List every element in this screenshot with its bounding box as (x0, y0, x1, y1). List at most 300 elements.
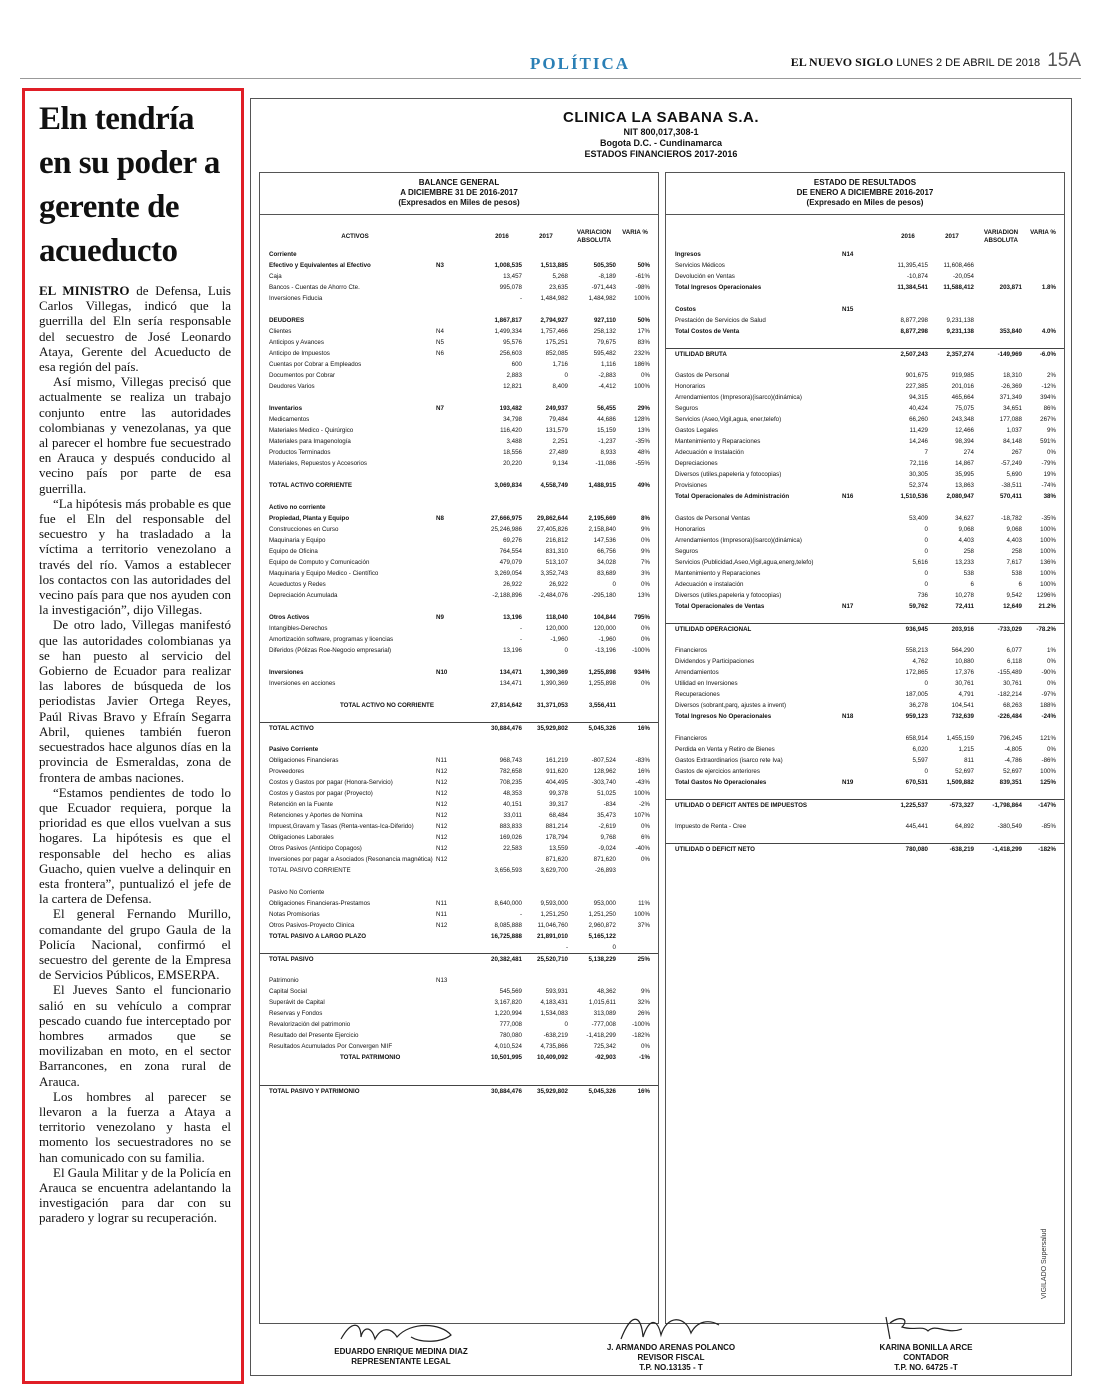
row-value: -1% (638, 1054, 650, 1061)
row-value: 13% (637, 427, 650, 434)
row-value: 48,353 (503, 790, 522, 797)
section-title: POLÍTICA (530, 54, 631, 73)
row-label: Resultados Acumulados Por Convergen NIIF (269, 1043, 393, 1050)
row-value: -2,188,896 (492, 592, 522, 599)
row-value: -61% (635, 273, 650, 280)
row-value: 48% (637, 449, 650, 456)
row-note: N12 (436, 922, 448, 929)
row-value: 0% (1047, 746, 1056, 753)
row-value: -90% (1041, 669, 1056, 676)
row-value: 764,554 (499, 548, 522, 555)
row-value: 2,080,947 (946, 493, 974, 500)
row-label: Inversiones Fiducia (269, 295, 323, 302)
row-value: 52,697 (1003, 768, 1022, 775)
row-value: 0% (641, 1043, 650, 1050)
row-label: Obligaciones Laborales (269, 834, 334, 841)
row-value: 9,593,000 (540, 900, 568, 907)
statement-row (260, 733, 658, 744)
row-label: TOTAL PASIVO (269, 956, 314, 963)
row-value: 959,123 (905, 713, 928, 720)
row-value: 479,079 (499, 559, 522, 566)
statement-row (666, 535, 1064, 546)
statement-row (260, 854, 658, 865)
row-value: 203,916 (951, 626, 974, 633)
row-value: 16% (637, 725, 650, 732)
row-value: 104,844 (593, 614, 616, 621)
row-value: 1,509,882 (946, 779, 974, 786)
row-value: 3,488 (506, 438, 522, 445)
company-city: Bogota D.C. - Cundinamarca (599, 138, 722, 148)
row-value: 6,118 (1006, 658, 1022, 665)
row-value: 17,376 (955, 669, 974, 676)
row-value: 1296% (1036, 592, 1056, 599)
row-label: Patrimonio (269, 977, 299, 984)
statement-row (260, 425, 658, 436)
company-nit: NIT 800,017,308-1 (623, 127, 699, 137)
row-value: 4,735,866 (540, 1043, 568, 1050)
row-value: 26,922 (503, 581, 522, 588)
row-value: 100% (1040, 526, 1056, 533)
row-note: N16 (842, 493, 854, 500)
row-value: 1,484,982 (588, 295, 616, 302)
row-value: 505,350 (593, 262, 616, 269)
row-value: 1,484,982 (540, 295, 568, 302)
row-value: 94,315 (909, 394, 928, 401)
row-value: 371,349 (999, 394, 1022, 401)
row-value: 13,196 (503, 614, 522, 621)
statement-row (260, 865, 658, 876)
row-value: 193,482 (499, 405, 522, 412)
row-value: 934% (634, 669, 650, 676)
row-label: Intangibles-Derechos (269, 625, 328, 632)
row-value: 0% (641, 823, 650, 830)
results-title: ESTADO DE RESULTADOS DE ENERO A DICIEMBRE 2016-2017 (Expresado en Miles de pesos) (666, 173, 1064, 215)
row-value: -86% (1041, 757, 1056, 764)
row-value: 0% (641, 680, 650, 687)
statement-row (260, 601, 658, 612)
row-value: -1,418,299 (586, 1032, 616, 1039)
row-value: 4,791 (958, 691, 974, 698)
row-value: 100% (1040, 537, 1056, 544)
row-value: 394% (1040, 394, 1056, 401)
row-value: -4,786 (1004, 757, 1022, 764)
row-value: -24% (1041, 713, 1056, 720)
row-value: -26,369 (1001, 383, 1022, 390)
statement-row (260, 271, 658, 282)
statement-row (666, 612, 1064, 623)
row-label: Servicios (Publicidad,Aseo,Vigil,agua,energ,telefo) (675, 559, 814, 566)
row-value: 881,214 (545, 823, 568, 830)
statement-row (260, 535, 658, 546)
row-value: 591% (1040, 438, 1056, 445)
statement-row (666, 832, 1064, 843)
row-value: 2,507,243 (900, 351, 928, 358)
row-value: -35% (635, 438, 650, 445)
row-value: 161,219 (545, 757, 568, 764)
row-value: 0 (924, 680, 928, 687)
row-label: Retenciones y Aportes de Nomina (269, 812, 363, 819)
row-value: 780,080 (499, 1032, 522, 1039)
row-value: 8,409 (552, 383, 568, 390)
statement-row (666, 502, 1064, 513)
row-value: 243,348 (951, 416, 974, 423)
row-value: 10,501,995 (491, 1054, 522, 1061)
statement-row (666, 337, 1064, 348)
row-value: 125% (1040, 779, 1056, 786)
row-note: N19 (842, 779, 854, 786)
row-note: N12 (436, 790, 448, 797)
row-value: 11% (638, 900, 650, 907)
row-value: 1,255,898 (588, 669, 616, 676)
statement-row (260, 843, 658, 854)
row-value: 178,794 (545, 834, 568, 841)
row-value: 68,263 (1003, 702, 1022, 709)
row-value: 811 (964, 757, 974, 764)
statement-row (260, 260, 658, 271)
row-note: N13 (436, 977, 448, 984)
statement-row (260, 711, 658, 722)
row-label: DEUDORES (269, 317, 305, 324)
statement-row (260, 513, 658, 524)
row-value: 777,008 (499, 1021, 522, 1028)
statement-row (260, 436, 658, 447)
row-value: 25% (637, 956, 650, 963)
balance-sheet (259, 172, 659, 1324)
statement-row (260, 381, 658, 392)
row-value: 995,078 (499, 284, 522, 291)
row-value: -6.0% (1039, 351, 1056, 358)
row-note: N6 (436, 350, 444, 357)
statement-row (666, 590, 1064, 601)
row-value: -83% (635, 757, 650, 764)
row-value: 68,484 (549, 812, 568, 819)
statement-row (260, 997, 658, 1008)
row-value: 35,929,802 (537, 1088, 568, 1095)
row-label: Efectivo y Equivalentes al Efectivo (269, 262, 371, 269)
row-value: 274 (963, 449, 974, 456)
row-value: 17% (637, 328, 650, 335)
row-value: 7% (641, 559, 650, 566)
statement-row (260, 788, 658, 799)
row-value: 26% (637, 1010, 650, 1017)
row-value: 267 (1011, 449, 1022, 456)
statement-row (260, 491, 658, 502)
row-note: N15 (842, 306, 854, 313)
row-value: 4,558,749 (540, 482, 568, 489)
row-value: 9,768 (600, 834, 616, 841)
statement-row (666, 678, 1064, 689)
row-value: 12,821 (503, 383, 522, 390)
row-value: 1.8% (1041, 284, 1056, 291)
statement-row (260, 414, 658, 425)
row-value: 9,134 (552, 460, 568, 467)
row-value: -149,969 (997, 351, 1022, 358)
row-value: 3,556,411 (588, 702, 616, 709)
supersalud-badge: VIGILADO Supersalud (1041, 1228, 1048, 1299)
row-value: 100% (634, 383, 650, 390)
statement-row (260, 964, 658, 975)
row-value: 5,597 (912, 757, 928, 764)
row-label: Obligaciones Financieras-Prestamos (269, 900, 371, 907)
row-value: 120,000 (545, 625, 568, 632)
row-value: 13,196 (503, 647, 522, 654)
row-value: 118,040 (545, 614, 568, 621)
row-value: 2% (1047, 372, 1056, 379)
row-value: 35,473 (597, 812, 616, 819)
statement-row (666, 392, 1064, 403)
row-value: 0 (924, 581, 928, 588)
row-value: 8,877,298 (900, 317, 928, 324)
statement-row (666, 260, 1064, 271)
row-value: 72,116 (909, 460, 928, 467)
statement-row (666, 381, 1064, 392)
row-value: 86% (1043, 405, 1056, 412)
row-label: Diferidos (Pólizas Roe-Negocio empresarial) (269, 647, 392, 654)
statement-row (666, 326, 1064, 337)
row-value: -18,782 (1001, 515, 1022, 522)
statement-row (260, 909, 658, 920)
row-value: 6 (1018, 581, 1022, 588)
statement-row (260, 1085, 658, 1097)
statement-row (260, 920, 658, 931)
statement-row (666, 282, 1064, 293)
row-value: 131,579 (545, 427, 568, 434)
row-value: 188% (1040, 702, 1056, 709)
row-note: N12 (436, 856, 448, 863)
row-value: -4,805 (1004, 746, 1022, 753)
row-label: Otros Pasivos (Anticipo Copagos) (269, 845, 362, 852)
row-label: Otros Pasivos-Proyecto Clinica (269, 922, 355, 929)
company-name: CLINICA LA SABANA S.A. (563, 109, 759, 126)
row-label: Maquinaria y Equipo (269, 537, 326, 544)
row-value: 1,716 (552, 361, 568, 368)
statement-row (260, 1063, 658, 1074)
row-value: 52,697 (955, 768, 974, 775)
row-value: 64,892 (955, 823, 974, 830)
row-value: 26,922 (549, 581, 568, 588)
row-value: 34,798 (503, 416, 522, 423)
row-label: Devolución en Ventas (675, 273, 735, 280)
row-value: 30,884,476 (491, 725, 522, 732)
row-value: 147,536 (593, 537, 616, 544)
statement-row (666, 414, 1064, 425)
row-value: 15,159 (597, 427, 616, 434)
statement-row (260, 1030, 658, 1041)
row-value: 725,342 (593, 1043, 616, 1050)
row-label: Clientes (269, 328, 292, 335)
row-label: Materiales Medico - Quirúrgico (269, 427, 354, 434)
row-value: 258,132 (593, 328, 616, 335)
row-value: 216,812 (545, 537, 568, 544)
row-value: 1% (1047, 647, 1056, 654)
row-value: 8,640,000 (494, 900, 522, 907)
row-value: 11,395,415 (897, 262, 928, 269)
row-value: 98,394 (955, 438, 974, 445)
statement-row (666, 436, 1064, 447)
row-value: 13,233 (955, 559, 974, 566)
row-value: 465,664 (951, 394, 974, 401)
row-value: 9,231,138 (946, 328, 974, 335)
row-value: 20,220 (503, 460, 522, 467)
row-value: -182% (632, 1032, 650, 1039)
signature-auditor: J. ARMANDO ARENAS POLANCO REVISOR FISCAL T.P. NO.13135 - T (571, 1313, 771, 1373)
row-value: 69,276 (503, 537, 522, 544)
row-value: 2,883 (506, 372, 522, 379)
issue-date: LUNES 2 DE ABRIL DE 2018 (896, 57, 1041, 69)
row-value: 839,351 (999, 779, 1022, 786)
row-value: 6,077 (1006, 647, 1022, 654)
row-label: Gastos de Personal (675, 372, 730, 379)
statement-row (666, 425, 1064, 436)
row-value: 8% (641, 515, 650, 522)
statement-row (666, 667, 1064, 678)
row-value: 16,725,888 (491, 933, 522, 940)
row-label: Diversos (sobrant,parq, ajustes a invent) (675, 702, 787, 709)
statement-row (260, 887, 658, 898)
row-value: 66,260 (909, 416, 928, 423)
row-label: Honorarios (675, 526, 706, 533)
row-value: 796,245 (999, 735, 1022, 742)
row-value: 100% (1040, 570, 1056, 577)
row-value: 100% (634, 790, 650, 797)
row-value: 538 (1011, 570, 1022, 577)
statement-row (666, 370, 1064, 381)
row-note: N12 (436, 801, 448, 808)
row-value: 30,761 (1003, 680, 1022, 687)
row-value: 5,138,229 (588, 956, 616, 963)
row-value: -834 (603, 801, 616, 808)
row-value: 121% (1040, 735, 1056, 742)
masthead (791, 50, 1081, 72)
row-value: 27,666,975 (491, 515, 522, 522)
row-value: 134,471 (499, 669, 522, 676)
story-lead: EL MINISTRO (39, 283, 130, 298)
row-value: -1,798,864 (992, 802, 1022, 809)
row-value: 7,617 (1006, 559, 1022, 566)
statement-row (666, 480, 1064, 491)
row-value: -638,219 (543, 1032, 568, 1039)
statement-row (260, 447, 658, 458)
row-label: Servicios (Aseo,Vigil,agua, ener,telefo) (675, 416, 782, 423)
row-value: -92,903 (595, 1054, 616, 1061)
row-value: 39,317 (549, 801, 568, 808)
row-value: -13,196 (595, 647, 616, 654)
statement-row (666, 700, 1064, 711)
row-value: -573,327 (949, 802, 974, 809)
row-value: 227,385 (905, 383, 928, 390)
row-label: Depreciaciones (675, 460, 718, 467)
row-value: 7 (924, 449, 928, 456)
statement-row (260, 678, 658, 689)
row-label: TOTAL PASIVO CORRIENTE (269, 867, 351, 874)
statement-row (260, 249, 658, 260)
statement-row (260, 1074, 658, 1085)
row-label: Materiales para Imagenología (269, 438, 351, 445)
row-value: 1,390,369 (540, 680, 568, 687)
row-value: 968,743 (499, 757, 522, 764)
row-label: Depreciación Acumulada (269, 592, 338, 599)
statement-row (260, 359, 658, 370)
row-note: N7 (436, 405, 444, 412)
statement-row (260, 304, 658, 315)
statement-row (666, 403, 1064, 414)
story-paragraph: EL MINISTRO de Defensa, Luis Carlos Villegas, indicó que la guerrilla del Eln sería responsable del secuestro de José Leonardo Ataya, Gerente del Acueducto de esa región del país. (39, 283, 231, 375)
row-value: 59,762 (909, 603, 928, 610)
story-paragraph: “La hipótesis más probable es que fue el Eln del responsable del secuestro y ha trasladado a la víctima a territorio venezolano a través del río. Vamos a establecer los contactos con las autoridades del vecino país para que nos ayuden con la investigación”, dijo Villegas. (39, 495, 231, 618)
row-note: N12 (436, 779, 448, 786)
row-value: 8,877,298 (900, 328, 928, 335)
row-value: 8,933 (600, 449, 616, 456)
story-headline: Eln tendría en su poder a gerente de acueducto (39, 101, 220, 269)
balance-title: BALANCE GENERAL A DICIEMBRE 31 DE 2016-2017 (Expresados en Miles de pesos) (260, 173, 658, 215)
row-value: 11,588,412 (943, 284, 974, 291)
row-label: Total Gastos No Operacionales (675, 779, 767, 786)
row-label: Retención en la Fuente (269, 801, 333, 808)
statement-row (260, 458, 658, 469)
row-value: 30,761 (955, 680, 974, 687)
row-value: 13,863 (955, 482, 974, 489)
financial-statement (250, 98, 1072, 1376)
row-value: 201,016 (951, 383, 974, 390)
row-value: 11,046,760 (537, 922, 568, 929)
row-value: 0% (641, 372, 650, 379)
statement-row (260, 975, 658, 986)
row-value: 18,310 (1003, 372, 1022, 379)
balance-column-header: ACTIVOS 2016 2017 VARIACION ABSOLUTA VARIA % (341, 229, 648, 244)
row-value: 22,583 (503, 845, 522, 852)
row-label: Perdida en Venta y Retiro de Bienes (675, 746, 775, 753)
row-value: 708,235 (499, 779, 522, 786)
signature-scribble-icon (331, 1319, 471, 1347)
row-value: 911,620 (546, 768, 568, 775)
row-value: 35,929,802 (537, 725, 568, 732)
row-note: N12 (436, 768, 448, 775)
row-value: 258 (963, 548, 974, 555)
paper-name: EL NUEVO SIGLO (790, 55, 894, 69)
row-value: 56,455 (597, 405, 616, 412)
row-value: 5,616 (912, 559, 928, 566)
row-value: 66,756 (597, 548, 616, 555)
row-value: 2,158,840 (588, 526, 616, 533)
statement-row (666, 766, 1064, 777)
row-value: 5,045,326 (588, 1088, 616, 1095)
row-label: Materiales, Repuestos y Accesorios (269, 460, 368, 467)
income-statement (665, 172, 1065, 1324)
row-value: -26,893 (595, 867, 616, 874)
row-value: 10,278 (955, 592, 974, 599)
row-label: Otros Activos (269, 614, 310, 621)
row-value: 0 (924, 768, 928, 775)
row-label: Medicamentos (269, 416, 310, 423)
row-label: Total Operacionales de Administración (675, 493, 790, 500)
row-value: 353,840 (999, 328, 1022, 335)
row-value: 4.0% (1041, 328, 1056, 335)
story-paragraph: “Estamos pendientes de todo lo que Ecuador requiera, porque la prioridad es que ellos vuelvan a sus hogares. La hipótesis es que el responsable del hecho es alias Guacho, quien vuelve a delinquir en esta frontera”, puntualizó el jefe de la cartera de Defensa. (39, 784, 231, 907)
row-value: 1,455,159 (946, 735, 974, 742)
statement-row (260, 1008, 658, 1019)
row-value: 3,629,700 (540, 867, 568, 874)
results-column-header: 2016 2017 VARIADION ABSOLUTA VARIA % (901, 229, 1056, 244)
row-value: 3,269,054 (494, 570, 522, 577)
row-value: 30,884,476 (491, 1088, 522, 1095)
statement-row (260, 645, 658, 656)
row-value: 404,495 (545, 779, 568, 786)
statement-row (666, 788, 1064, 799)
statement-row (260, 403, 658, 414)
row-value: 79,675 (597, 339, 616, 346)
row-value: 175,251 (545, 339, 568, 346)
row-value: 40,151 (503, 801, 522, 808)
